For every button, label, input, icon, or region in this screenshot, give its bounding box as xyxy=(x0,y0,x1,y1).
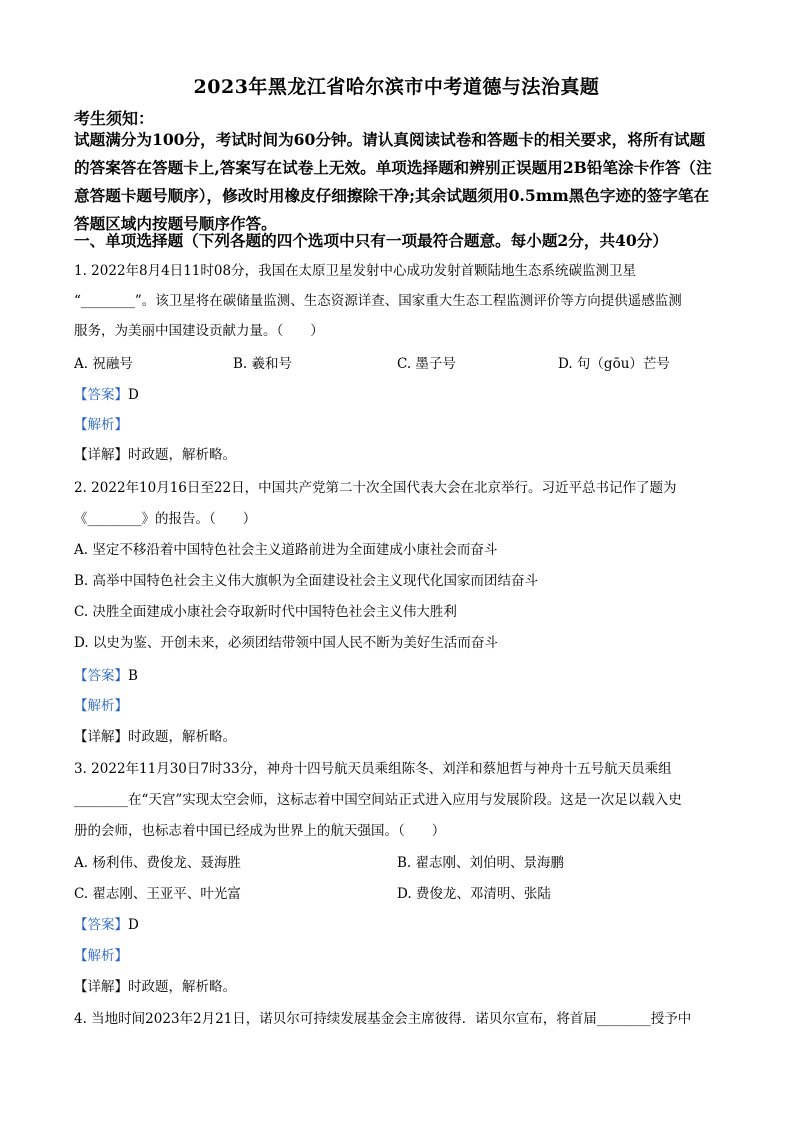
q2-detail xyxy=(74,725,734,745)
notice-line: 试题满分为100分，考试时间为60分钟。请认真阅读试卷和答题卡的相关要求，将所有试题 xyxy=(74,130,706,149)
q1-answer xyxy=(74,383,734,403)
q3-option-b: B. 翟志刚、刘伯明、景海鹏 xyxy=(397,855,565,871)
detail-label: 【详解】 xyxy=(74,447,128,463)
q3-option-c: C. 翟志刚、王亚平、叶光富 xyxy=(74,886,241,902)
q3-option-a: A. 杨利伟、费俊龙、聂海胜 xyxy=(74,855,241,871)
q3-option-d: D. 费俊龙、邓清明、张陆 xyxy=(397,886,551,902)
answer-label: 【答案】 xyxy=(74,917,128,933)
q1-stem-line: 1. 2022年8月4日11时08分，我国在太原卫星发射中心成功发射首颗陆地生态系统碳监测卫星 xyxy=(74,263,637,279)
notice-heading: 考生须知： xyxy=(74,109,155,128)
q1-analysis-label: 【解析】 xyxy=(74,417,128,433)
section-heading: 一、单项选择题（下列各题的四个选项中只有一项最符合题意。每小题2分，共40分） xyxy=(74,231,668,250)
q3-answer xyxy=(74,913,734,933)
q2-stem-line: 2. 2022年10月16日至22日，中国共产党第二十次全国代表大会在北京举行。习近平总书记作了题为 xyxy=(74,480,677,496)
detail-label: 【详解】 xyxy=(74,729,128,745)
q3-stem-line: 册的会师，也标志着中国已经成为世界上的航天强国。（ ） xyxy=(74,823,446,839)
answer-value: D xyxy=(128,387,139,403)
q1-option-d: D. 句（gōu）芒号 xyxy=(558,356,670,372)
q1-option-b: B. 羲和号 xyxy=(233,356,293,372)
detail-text: 时政题，解析略。 xyxy=(128,979,236,995)
page-title: 2023年黑龙江省哈尔滨市中考道德与法治真题 xyxy=(193,76,600,98)
q1-option-c: C. 墨子号 xyxy=(397,356,456,372)
q1-option-a: A. 祝融号 xyxy=(74,356,133,372)
answer-value: B xyxy=(128,668,138,684)
notice-block xyxy=(74,126,724,238)
q3-stem-line: ________在“天宫”实现太空会师，这标志着中国空间站正式进入应用与发展阶段。这是一次足以载入史 xyxy=(74,792,682,808)
q2-option-a: A. 坚定不移沿着中国特色社会主义道路前进为全面建成小康社会而奋斗 xyxy=(74,542,498,558)
q2-answer xyxy=(74,664,734,684)
q2-analysis-label: 【解析】 xyxy=(74,698,128,714)
q3-analysis-label: 【解析】 xyxy=(74,948,128,964)
notice-line: 的答案答在答题卡上,答案写在试卷上无效。单项选择题和辨别正误题用2B铅笔涂卡作答（注 xyxy=(74,158,712,177)
answer-value: D xyxy=(128,917,139,933)
detail-text: 时政题，解析略。 xyxy=(128,729,236,745)
q1-stem-line: “________”。该卫星将在碳储量监测、生态资源详查、国家重大生态工程监测评价等方向提供遥感监测 xyxy=(74,293,682,309)
q2-option-d: D. 以史为鉴、开创未来，必须团结带领中国人民不断为美好生活而奋斗 xyxy=(74,635,498,651)
detail-label: 【详解】 xyxy=(74,979,128,995)
q2-option-b: B. 高举中国特色社会主义伟大旗帜为全面建设社会主义现代化国家而团结奋斗 xyxy=(74,573,539,589)
q2-stem-line: 《________》的报告。（ ） xyxy=(74,511,257,527)
q1-stem-line: 服务，为美丽中国建设贡献力量。（ ） xyxy=(74,323,324,339)
notice-line: 意答题卡题号顺序），修改时用橡皮仔细擦除干净;其余试题须用0.5mm黑色字迹的签字笔在 xyxy=(74,186,710,205)
answer-label: 【答案】 xyxy=(74,387,128,403)
q1-detail xyxy=(74,443,734,463)
q3-detail xyxy=(74,975,734,995)
answer-label: 【答案】 xyxy=(74,668,128,684)
q4-stem-line: 4. 当地时间2023年2月21日，诺贝尔可持续发展基金会主席彼得．诺贝尔宣布，将首届________授予中 xyxy=(74,1011,692,1027)
notice-line: 答题区域内按题号顺序作答。 xyxy=(74,214,277,233)
q3-stem-line: 3. 2022年11月30日7时33分，神舟十四号航天员乘组陈冬、刘洋和蔡旭哲与神舟十五号航天员乘组 xyxy=(74,761,672,777)
q2-option-c: C. 决胜全面建成小康社会夺取新时代中国特色社会主义伟大胜利 xyxy=(74,604,457,620)
detail-text: 时政题，解析略。 xyxy=(128,447,236,463)
